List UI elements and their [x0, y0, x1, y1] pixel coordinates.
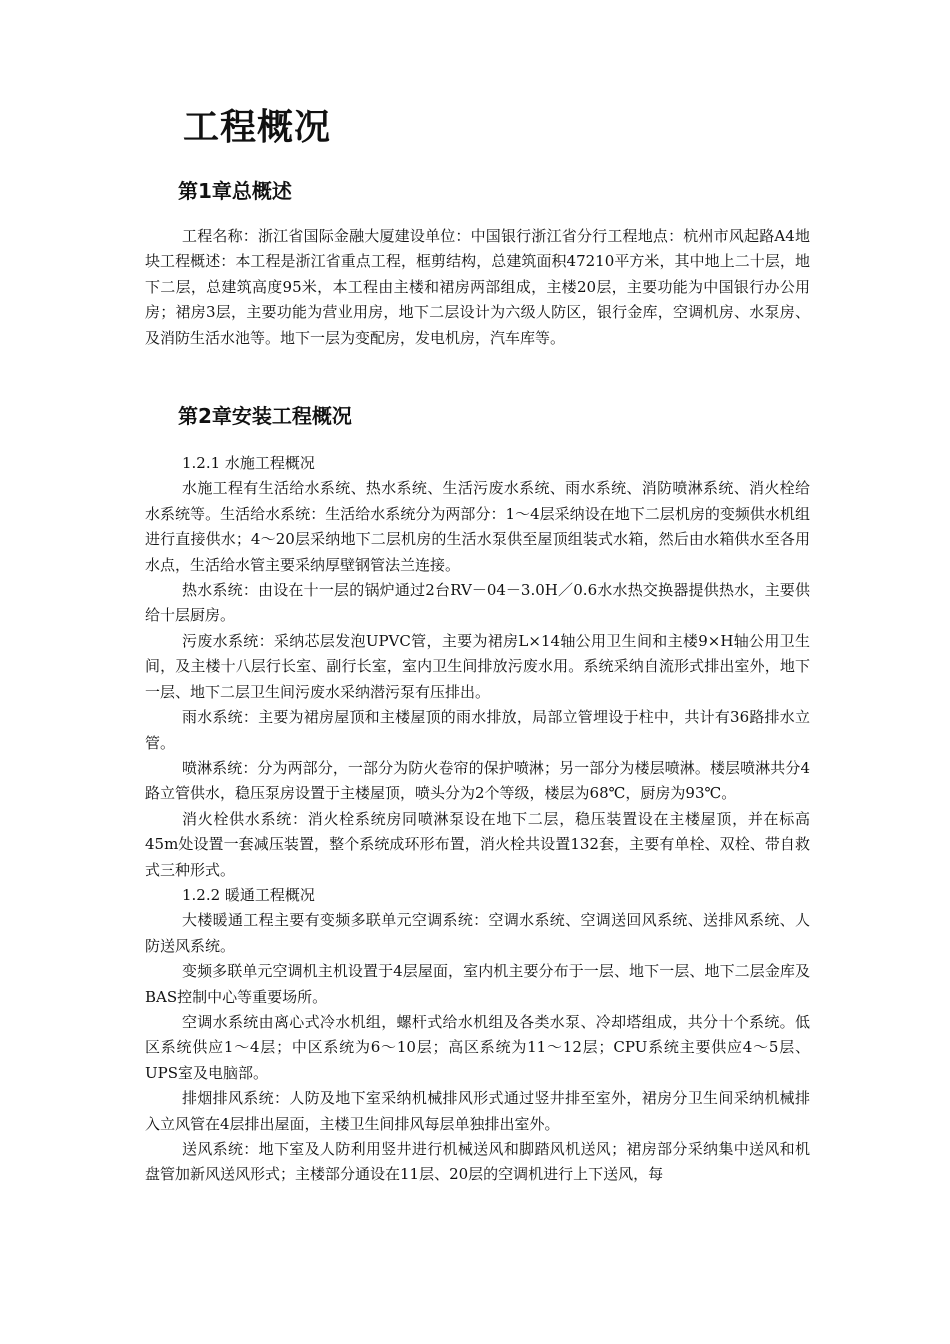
waste-water-paragraph: 污废水系统：采纳芯层发泡UPVC管，主要为裙房L×14轴公用卫生间和主楼9×H轴公用卫生间，及主楼十八层行长室、副行长室，室内卫生间排放污废水用。系统采纳自流形式排出室外，地下一层、地下二层卫生间污废水采纳潜污泵有压排出。 [145, 631, 810, 701]
rain-water-paragraph: 雨水系统：主要为裙房屋顶和主楼屋顶的雨水排放，局部立管埋设于柱中，共计有36路排水立管。 [145, 708, 810, 752]
hot-water-paragraph: 热水系统：由设在十一层的锅炉通过2台RV－04－3.0H／0.6水水热交换器提供热水，主要供给十层厨房。 [145, 581, 810, 625]
document-body [145, 106, 810, 1188]
chapter-2-heading: 第2章安装工程概况 [178, 404, 352, 429]
chilled-water-paragraph: 空调水系统由离心式冷水机组，螺杆式给水机组及各类水泵、冷却塔组成，共分十个系统。低区系统供应1～4层；中区系统为6～10层；高区系统为11～12层；CPU系统主要供应4～5层、UPS室及电脑部。 [145, 1012, 810, 1082]
chapter-1-heading: 第1章总概述 [178, 179, 292, 203]
hydrant-paragraph: 消火栓供水系统：消火栓系统房同喷淋泵设在地下二层，稳压装置设在主楼屋顶，并在标高45m处设置一套减压装置，整个系统成环形布置，消火栓共设置132套，主要有单栓、双栓、带自救式三种形式。 [145, 809, 810, 879]
sprinkler-paragraph: 喷淋系统：分为两部分，一部分为防火卷帘的保护喷淋；另一部分为楼层喷淋。楼层喷淋共分4路立管供水，稳压泵房设置于主楼屋顶，喷头分为2个等级，楼层为68℃，厨房为93℃。 [145, 758, 810, 803]
exhaust-paragraph: 排烟排风系统：人防及地下室采纳机械排风形式通过竖井排至室外，裙房分卫生间采纳机械排入立风管在4层排出屋面，主楼卫生间排风每层单独排出室外。 [145, 1089, 810, 1133]
document-title: 工程概况 [183, 107, 332, 148]
water-supply-paragraph: 水施工程有生活给水系统、热水系统、生活污废水系统、雨水系统、消防喷淋系统、消火栓给水系统等。生活给水系统：生活给水系统分为两部分：1～4层采纳设在地下二层机房的变频供水机组进行直接供水；4～20层采纳地下二层机房的生活水泵供至屋顶组装式水箱，然后由水箱供水至各用水点，生活给水管主要采纳厚壁钢管法兰连接。 [145, 479, 810, 574]
section-1-2-1-heading: 1.2.1 水施工程概况 [182, 454, 315, 473]
section-1-2-2-heading: 1.2.2 暖通工程概况 [182, 885, 315, 904]
supply-air-paragraph: 送风系统：地下室及人防利用竖井进行机械送风和脚踏风机送风；裙房部分采纳集中送风和机盘管加新风送风形式；主楼部分通设在11层、20层的空调机进行上下送风，每 [145, 1140, 810, 1184]
hvac-overview-paragraph: 大楼暖通工程主要有变频多联单元空调系统：空调水系统、空调送回风系统、送排风系统、人防送风系统。 [145, 911, 810, 955]
vrf-paragraph: 变频多联单元空调机主机设置于4层屋面，室内机主要分布于一层、地下一层、地下二层金库及BAS控制中心等重要场所。 [145, 962, 810, 1006]
chapter-1-paragraph: 工程名称：浙江省国际金融大厦建设单位：中国银行浙江省分行工程地点：杭州市风起路A4地块工程概述：本工程是浙江省重点工程，框剪结构，总建筑面积47210平方米，其中地上二十层，地下二层，总建筑高度95米，本工程由主楼和裙房两部组成，主楼20层，主要功能为中国银行办公用房；裙房3层，主要功能为营业用房，地下二层设计为六级人防区，银行金库，空调机房、水泵房、及消防生活水池等。地下一层为变配房，发电机房，汽车库等。 [145, 227, 810, 347]
